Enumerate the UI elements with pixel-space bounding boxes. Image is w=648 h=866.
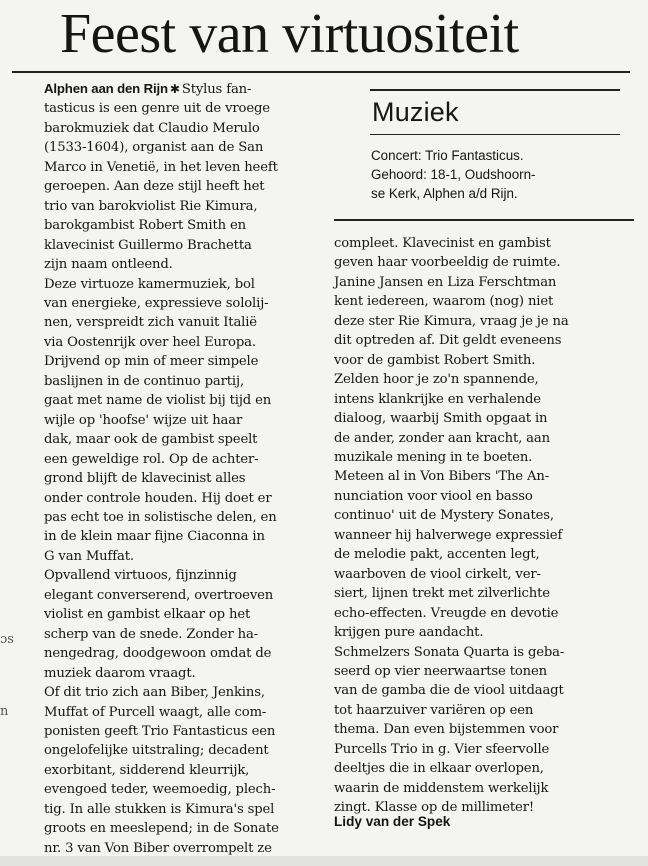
text-line: muzikale mening in te boeten. bbox=[334, 449, 533, 465]
text-line: krijgen pure aandacht. bbox=[334, 625, 484, 641]
text-line: waarin de middenstem werkelijk bbox=[334, 780, 549, 796]
infobox-line: se Kerk, Alphen a/d Rijn. bbox=[371, 186, 518, 201]
margin-fragment: n bbox=[0, 704, 9, 719]
text-line: van energieke, expressieve sololij- bbox=[44, 295, 269, 311]
text-line: Drijvend op min of meer simpele bbox=[44, 354, 259, 370]
text-line: kent iedereen, waarom (nog) niet bbox=[334, 294, 554, 310]
text-line: nunciation voor viool en basso bbox=[334, 488, 533, 504]
text-line: Marco in Venetië, in het leven heeft bbox=[44, 159, 278, 175]
text-line: pas echt toe in solistische delen, en bbox=[44, 509, 277, 525]
text-line: evengoed teder, weemoedig, plech- bbox=[44, 782, 276, 798]
text-line: violist en gambist elkaar op het bbox=[44, 607, 251, 623]
text-line: geroepen. Aan deze stijl heeft het bbox=[44, 179, 265, 195]
text-line: deeltjes die in elkaar overlopen, bbox=[334, 761, 544, 777]
text-line: via Oostenrijk over heel Europa. bbox=[44, 334, 256, 350]
text-line: nen, verspreidt zich vanuit Italië bbox=[44, 315, 257, 331]
page-bottom-edge bbox=[0, 856, 648, 866]
text-line: Janine Jansen en Liza Ferschtman bbox=[334, 274, 557, 290]
headline-rule bbox=[12, 71, 630, 73]
infobox-text bbox=[371, 146, 621, 203]
text-line: van de gamba die de viool uitdaagt bbox=[334, 683, 564, 699]
text-line: de ander, zonder aan kracht, aan bbox=[334, 430, 550, 446]
text-line: ongelofelijke uitstraling; decadent bbox=[44, 743, 269, 759]
text-line: zijn naam ontleend. bbox=[44, 257, 173, 273]
text-line: continuo' uit de Mystery Sonates, bbox=[334, 508, 554, 524]
text-line: baslijnen in de continuo partij, bbox=[44, 373, 244, 389]
text-line: voor de gambist Robert Smith. bbox=[334, 352, 536, 368]
text-line: (1533-1604), organist aan de San bbox=[44, 140, 264, 156]
text-line: trio van barokviolist Rie Kimura, bbox=[44, 198, 258, 214]
text-line: Deze virtuoze kamermuziek, bol bbox=[44, 276, 255, 292]
text-line: elegant converserend, overtroeven bbox=[44, 587, 274, 603]
text-line: thema. Dan even bijstemmen voor bbox=[334, 722, 559, 738]
dateline: Alphen aan den Rijn bbox=[44, 81, 168, 96]
text-line: dak, maar ook de gambist speelt bbox=[44, 432, 258, 448]
text-line: barokmuziek dat Claudio Merulo bbox=[44, 120, 260, 136]
text-line: een geweldige rol. Op de achter- bbox=[44, 451, 259, 467]
text-line: Opvallend virtuoos, fijnzinnig bbox=[44, 568, 237, 584]
text-line: muziek daarom vraagt. bbox=[44, 665, 196, 681]
infobox-line: Gehoord: 18-1, Oudshoorn- bbox=[371, 167, 536, 182]
text-line: zingt. Klasse op de millimeter! bbox=[334, 800, 535, 816]
text-line: groots en meeslepend; in de Sonate bbox=[44, 821, 279, 837]
text-line: compleet. Klavecinist en gambist bbox=[334, 236, 551, 251]
article-headline: Feest van virtuositeit bbox=[60, 3, 519, 65]
article-column-2 bbox=[334, 234, 634, 818]
text-line: tasticus is een genre uit de vroege bbox=[44, 101, 270, 117]
infobox-bottom-rule bbox=[334, 219, 634, 221]
text-line: Stylus fan- bbox=[181, 82, 252, 97]
text-line: geven haar voorbeeldig de ruimte. bbox=[334, 255, 561, 271]
text-line: seerd op vier neerwaartse tonen bbox=[334, 663, 548, 679]
text-line: Of dit trio zich aan Biber, Jenkins, bbox=[44, 685, 265, 701]
text-line: in de klein maar fijne Ciaconna in bbox=[44, 529, 265, 545]
text-line: tot haarzuiver variëren op een bbox=[334, 702, 534, 718]
text-line: waarboven de viool cirkelt, ver- bbox=[334, 566, 541, 582]
text-line: de melodie pakt, accenten legt, bbox=[334, 547, 540, 563]
text-line: wanneer hij halverwege expressief bbox=[334, 527, 563, 543]
text-line: Meteen al in Von Bibers 'The An- bbox=[334, 469, 550, 485]
text-line: deze ster Rie Kimura, vraag je je na bbox=[334, 313, 569, 329]
margin-fragment: ɔs bbox=[0, 632, 14, 647]
infobox-title-rule bbox=[370, 134, 620, 135]
infobox-top-rule bbox=[370, 89, 620, 91]
text-line: intens klankrijke en verhalende bbox=[334, 391, 541, 407]
text-line: barokgambist Robert Smith en bbox=[44, 218, 247, 234]
article-column-1 bbox=[44, 79, 316, 858]
text-line: scherp van de snede. Zonder ha- bbox=[44, 626, 259, 642]
text-line: onder controle houden. Hij doet er bbox=[44, 490, 272, 506]
infobox-title: Muziek bbox=[372, 97, 459, 127]
text-line: echo-effecten. Vreugde en devotie bbox=[334, 605, 559, 621]
text-line: dit optreden af. Dit geldt eveneens bbox=[334, 333, 562, 349]
text-line: tig. In alle stukken is Kimura's spel bbox=[44, 801, 275, 817]
text-line: grond blijft de klavecinist alles bbox=[44, 471, 246, 487]
text-line: Zelden hoor je zo'n spannende, bbox=[334, 372, 539, 388]
text-line: Schmelzers Sonata Quarta is geba- bbox=[334, 644, 565, 660]
article-first-line bbox=[44, 79, 316, 99]
star-icon: ✱ bbox=[169, 82, 180, 96]
infobox-line: Concert: Trio Fantasticus. bbox=[371, 148, 524, 163]
text-line: wijle op 'hoofse' wijze uit haar bbox=[44, 412, 243, 428]
text-line: nengedrag, doodgewoon omdat de bbox=[44, 646, 272, 662]
text-line: G van Muffat. bbox=[44, 548, 134, 564]
text-line: Muffat of Purcell waagt, alle com- bbox=[44, 704, 267, 720]
text-line: exorbitant, sidderend kleurrijk, bbox=[44, 762, 250, 778]
byline: Lidy van der Spek bbox=[334, 814, 451, 829]
text-line: Purcells Trio in g. Vier sfeervolle bbox=[334, 741, 550, 757]
text-line: nr. 3 van Von Biber overrompelt ze bbox=[44, 840, 272, 856]
text-line: siert, lijnen trekt met zilverlichte bbox=[334, 586, 550, 602]
text-line: gaat met name de violist bij tijd en bbox=[44, 393, 272, 409]
text-line: ponisten geeft Trio Fantasticus een bbox=[44, 723, 276, 739]
text-line: dialoog, waarbij Smith opgaat in bbox=[334, 411, 548, 427]
text-line: klavecinist Guillermo Brachetta bbox=[44, 237, 252, 253]
